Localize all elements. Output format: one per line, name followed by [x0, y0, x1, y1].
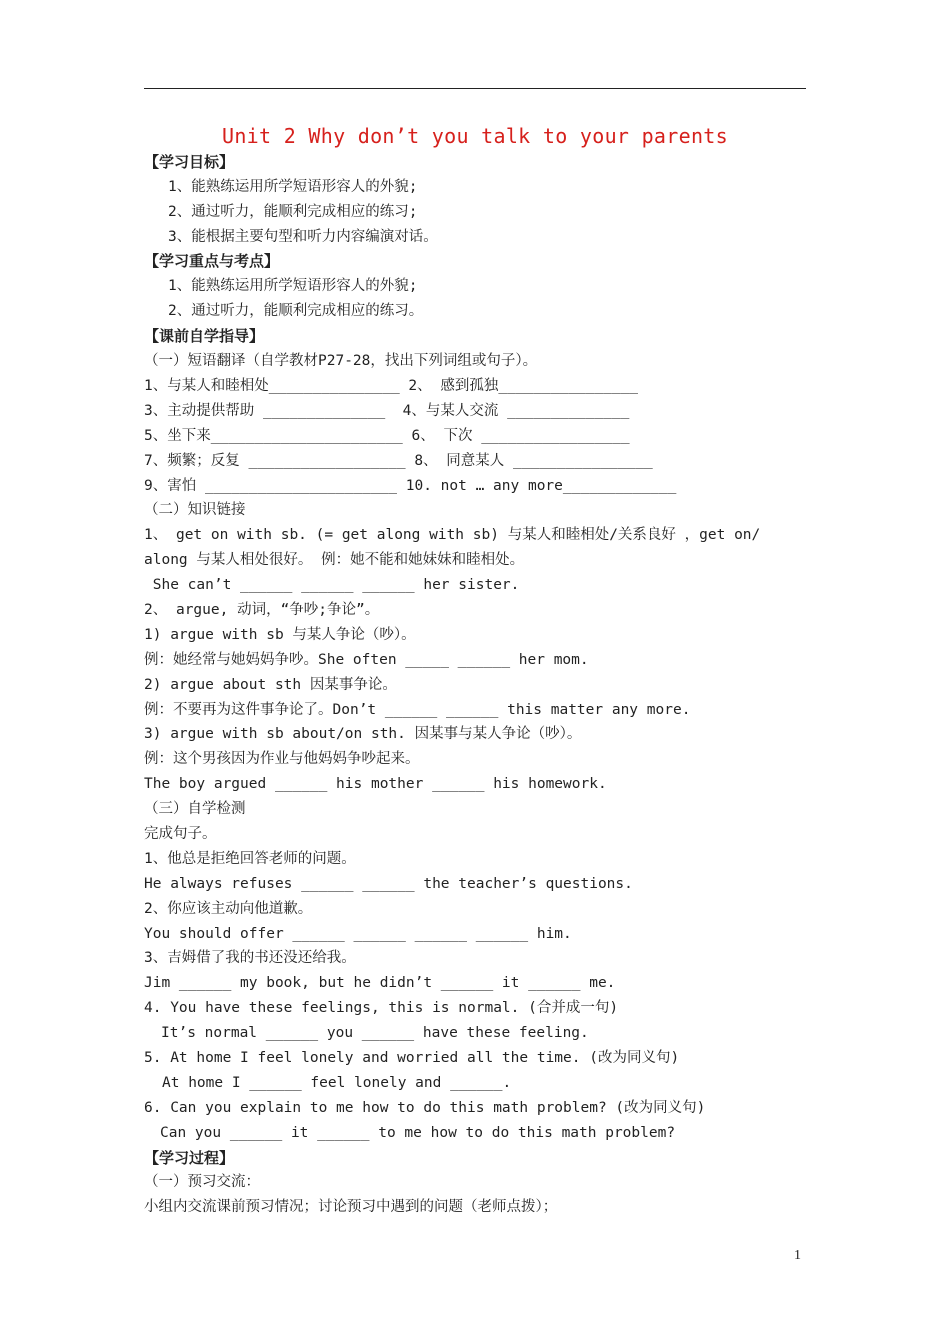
text-line: 3) argue with sb about/on sth. 因某事与某人争论（吵）。 — [144, 726, 582, 742]
text-line: （二）知识链接 — [144, 502, 246, 518]
section-heading: 【学习目标】 — [144, 153, 235, 171]
text-line: You should offer ______ ______ ______ ______ him. — [144, 926, 572, 942]
text-line: 例：不要再为这件事争论了。Don’t ______ ______ this matter any more. — [144, 702, 691, 718]
text-line: 6. Can you explain to me how to do this math problem? (改为同义句) — [144, 1100, 706, 1116]
text-line: 1、他总是拒绝回答老师的问题。 — [144, 851, 356, 867]
text-line: The boy argued ______ his mother ______ his homework. — [144, 776, 607, 792]
text-line: 5. At home I feel lonely and worried all the time. (改为同义句) — [144, 1050, 680, 1066]
text-line: 7、频繁；反复 __________________ 8、 同意某人 ________________ — [144, 453, 653, 469]
page-number: 1 — [794, 1248, 801, 1263]
text-line: Jim ______ my book, but he didn’t ______ it ______ me. — [144, 975, 616, 991]
section-heading: 【学习重点与考点】 — [144, 252, 280, 270]
text-line: 9、害怕 ______________________ 10. not … any more_____________ — [144, 478, 677, 494]
text-line: （一）预习交流： — [144, 1174, 260, 1190]
text-line: It’s normal ______ you ______ have these feeling. — [161, 1025, 589, 1041]
text-line: 1) argue with sb 与某人争论（吵）。 — [144, 627, 416, 643]
text-line: 1、与某人和睦相处_______________ 2、 感到孤独________________ — [144, 378, 639, 394]
text-line: 例：这个男孩因为作业与他妈妈争吵起来。 — [144, 751, 420, 767]
text-line: She can’t ______ ______ ______ her sister. — [144, 577, 520, 593]
text-line: （三）自学检测 — [144, 801, 246, 817]
text-line: 小组内交流课前预习情况；讨论预习中遇到的问题（老师点拨）； — [144, 1199, 558, 1215]
text-line: 2、 argue, 动词，“争吵;争论”。 — [144, 602, 380, 618]
text-line: 3、吉姆借了我的书还没还给我。 — [144, 950, 356, 966]
text-line: 完成句子。 — [144, 826, 217, 842]
text-line: 例：她经常与她妈妈争吵。She often _____ ______ her mom. — [144, 652, 589, 668]
text-line: 1、能熟练运用所学短语形容人的外貌; — [168, 179, 418, 195]
section-heading: 【课前自学指导】 — [144, 327, 265, 345]
text-line: 2、你应该主动向他道歉。 — [144, 901, 313, 917]
text-line: （一）短语翻译（自学教材P27-28，找出下列词组或句子）。 — [144, 353, 538, 369]
text-line: 4. You have these feelings, this is normal. (合并成一句) — [144, 1000, 619, 1016]
text-line: 3、能根据主要句型和听力内容编演对话。 — [168, 229, 438, 245]
document-title: Unit 2 Why don’t you talk to your parents — [222, 124, 728, 148]
text-line: 2) argue about sth 因某事争论。 — [144, 677, 397, 693]
header-rule — [144, 88, 806, 89]
section-heading: 【学习过程】 — [144, 1149, 235, 1167]
text-line: 2、通过听力，能顺利完成相应的练习。 — [168, 303, 424, 319]
text-line: 3、主动提供帮助 ______________ 4、与某人交流 ______________ — [144, 403, 630, 419]
text-line: Can you ______ it ______ to me how to do this math problem? — [160, 1125, 676, 1141]
text-line: 5、坐下来______________________ 6、 下次 _________________ — [144, 428, 630, 444]
text-line: 2、通过听力，能顺利完成相应的练习; — [168, 204, 418, 220]
text-line: He always refuses ______ ______ the teacher’s questions. — [144, 876, 633, 892]
text-line: At home I ______ feel lonely and ______. — [162, 1075, 512, 1091]
text-line: 1、能熟练运用所学短语形容人的外貌; — [168, 278, 418, 294]
text-line: 1、 get on with sb. (= get along with sb) 与某人和睦相处/关系良好 ，get on/ — [144, 527, 761, 543]
text-line: along 与某人相处很好。 例：她不能和她妹妹和睦相处。 — [144, 552, 525, 568]
